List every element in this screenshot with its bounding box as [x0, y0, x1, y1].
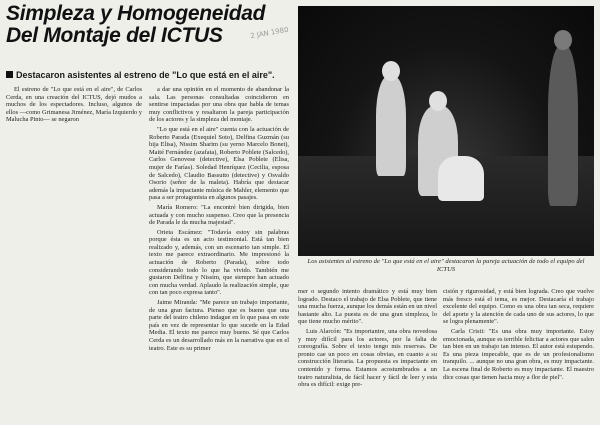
headline-line-2: Del Montaje del ICTUS	[6, 24, 223, 47]
article-column-1	[6, 86, 142, 423]
actor-figure	[376, 76, 406, 176]
actor-head	[382, 61, 400, 81]
photo-caption: Los asistentes al estreno de "Lo que está en el aire" destacaron la pareja actuación de todo el equipo del ICTUS	[307, 258, 585, 273]
paragraph: mer o segundo intento dramático y está muy bien logrado. Destaco el trabajo de Elsa Poblete, que tiene una mucha fuerza, aunque los demás están en un nivel bastante alto. La puesta es de una gran simpleza, lo que tiene mucho mérito".	[298, 288, 437, 326]
stage-photo	[298, 6, 594, 256]
paragraph: Carla Cristi: "Es una obra muy importante. Estoy emocionada, aunque es terrible felicitar a actores que salen tan bien en un trabajo tan intenso. El autor está estupendo. Es una pieza impecable, que es de un profesionalismo tranquilo. ... aunque no una gran obra, es muy impactante. La escena final de Roberto es muy impactante. El maestro dice cosas que tienen hacia muy a flor de piel".	[443, 327, 594, 381]
headline-line-1: Simpleza y Homogeneidad	[6, 2, 266, 25]
square-bullet-icon	[6, 71, 13, 78]
actor-head	[554, 30, 572, 50]
seated-actor	[438, 156, 484, 201]
article-column-2	[149, 86, 289, 423]
subheadline	[6, 70, 298, 80]
handwritten-date-note: 2 JAN 1980	[249, 25, 290, 41]
paragraph: El estreno de "Lo que está en el aire", de Carlos Cerda, en una creación del ICTUS, dejó mudos a muchos de los espectadores. Incluso, algunos de ellos —como Grimanesa Jiménez, María Izquierdo y Malucha Pinto— se negaron	[6, 86, 142, 124]
paragraph: María Romero: "La encontré bien dirigida, bien actuada y con mucho suspenso. Creo que la presencia de Parada le da mucha majestad".	[149, 203, 289, 227]
paragraph: "Lo que está en el aire" cuenta con la actuación de Roberto Parada (Exequiel Soto), Delfina Guzmán (su hija Elisa), Nissim Sharim (su yerno Marcelo Bonet), Maité Fernández (azafata), Roberto Poblete (Salcedo), Carlos Genovese (detective), Elsa Poblete (Elisa, mujer de Farías). Soledad Henríquez (Cecilia, esposa de Salcedo), Claudio Bassutto (detective) y Osvaldo Osorio (señor de la maleta). Habría que destacar además la impactante música de Mahler, elemento que pasa a ser protagonista en algunos pasajes.	[149, 125, 289, 202]
article-column-4	[443, 288, 594, 423]
article-column-3	[298, 288, 437, 423]
paragraph: a dar una opinión en el momento de abandonar la sala. Las personas consultadas coincidieron en sentirse impactadas por una obra que habla de temas muy conflictivos y resaltaron la pareja participación de los actores y la simpleza del montaje.	[149, 86, 289, 124]
paragraph: Luis Alarcón: "Es importantre, una obra novedosa y muy difícil para los actores, por la falta de coreografía. Sobre el texto tengo mis reservas. De pronto cae un poco en cosas obvias, en cuanto a su construcción literaria. La propuesta es impactante en contenido y forma. Estamos acostumbrados a un teatro naturalista, de fácil hacer y fácil de leer y esta obra es difícil: exige pre-	[298, 327, 437, 389]
paragraph: Orieta Escámez: "Todavía estoy sin palabras porque ésta es un acto testimonial. Está tan bien realizado y, además, con un escenario tan simple. El texto me parece extraordinario. Me impresionó la actuación de Roberto (Parada), sobre todo considerando todo lo que ha vivido. También me gustaron Delfina y Nissim, que siempre han actuado con mucha verdad. Aplaudo la realización simple, que con tan poco expresa tanto".	[149, 228, 289, 297]
standing-actor-right	[548, 46, 578, 206]
headline	[6, 3, 306, 47]
paragraph: cisión y rigurosidad, y está bien lograda. Creo que vuelve más fresco está el tema, es mejor. Destacaría el trabajo excelente del equipo. Como es una obra tan seca, requiere del aporte y la atención de cada uno de sus actores, lo que se logra plenamente".	[443, 288, 594, 326]
actor-head	[429, 91, 447, 111]
subheadline-text: Destacaron asistentes al estreno de "Lo que está en el aire".	[16, 70, 275, 80]
paragraph: Jaime Miranda: "Me parece un trabajo importante, de una gran factura. Pienso que es bueno que una parte del teatro chileno indague en lo que pasa en este país en vez de representar lo que sucede en la Edad Media. El texto me parece muy bueno. Sé que Carlos Cerda es un desarrollado más en la narrativa que en el teatro. Este es su primer	[149, 299, 289, 352]
